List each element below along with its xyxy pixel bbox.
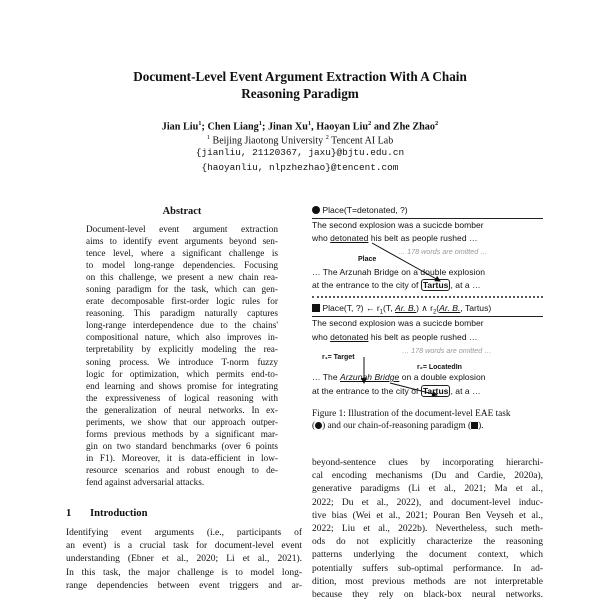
rule-text: Place(T, ?) ← r bbox=[322, 303, 380, 313]
doc-line bbox=[312, 372, 486, 382]
divider bbox=[312, 316, 543, 317]
text-span: on a double explosion bbox=[399, 372, 486, 382]
author-affil-mark: 1 bbox=[198, 120, 202, 127]
text-line: because they rely on black-box neural networks. bbox=[312, 590, 543, 601]
author-affil-mark: 2 bbox=[434, 120, 439, 127]
text-line: tive bias (Wei et al., 2021; Pouran Ben Veyseh et al., bbox=[312, 510, 543, 521]
text-span: his belt as people rushed … bbox=[368, 233, 478, 243]
text-line: potentially suffers sub-optimal performance. In ad- bbox=[312, 563, 543, 574]
text-line: resource scenarios and robust enough to de- bbox=[86, 465, 278, 476]
text-span: ( bbox=[312, 421, 316, 431]
doc-line bbox=[312, 332, 478, 342]
text-line: in F1). Moreover, it is data-efficient in low- bbox=[86, 453, 278, 464]
text-line: 2022; Liu et al., 2022b). Nevertheless, such meth- bbox=[312, 524, 543, 535]
rule-text: ) ∧ r bbox=[416, 303, 433, 313]
text-line: range dependencies between event triggers and ar- bbox=[66, 580, 302, 591]
text-line: Identifying event arguments (i.e., participants of bbox=[66, 528, 302, 538]
text-line: soning process. We introduce T-norm fuzzy bbox=[86, 357, 278, 368]
text-line: periments, we show that our approach outper- bbox=[86, 417, 278, 428]
argument-box: Tartus bbox=[422, 386, 449, 396]
intro-paragraph bbox=[66, 527, 302, 593]
rule-entity: Ar. B. bbox=[394, 303, 417, 313]
author-affil-mark: 2 bbox=[368, 120, 372, 127]
author-affil-mark: 1 bbox=[307, 120, 312, 127]
panel-separator bbox=[312, 296, 543, 298]
text-span: who bbox=[312, 332, 331, 342]
section-heading bbox=[66, 508, 148, 519]
query-text: Place(T=detonated, ?) bbox=[322, 205, 408, 215]
text-span: , at a … bbox=[450, 280, 481, 290]
text-line: dition, most previous methods are not interpretable bbox=[312, 576, 543, 587]
affil-mark: 1 bbox=[206, 134, 211, 141]
doc-line: The second explosion was a sucicde bomber bbox=[312, 220, 484, 230]
text-line: the expressiveness of logical reasoning with bbox=[86, 393, 278, 404]
text-line: long-range interdependence due to the chains' bbox=[86, 321, 278, 332]
omitted-note: … 178 words are omitted … bbox=[398, 247, 488, 256]
rule-entity: Ar. B. bbox=[439, 303, 461, 313]
bridging-entity: Arzunah Bridge bbox=[340, 372, 400, 382]
text-line: Document-level event argument extraction bbox=[86, 225, 278, 235]
affiliation-1: Beijing Jiaotong University bbox=[212, 135, 324, 147]
arrow-label-place: Place bbox=[358, 256, 377, 263]
author-name: Jian Liu bbox=[161, 121, 199, 133]
doc-line bbox=[312, 386, 481, 396]
abstract-body bbox=[86, 224, 278, 489]
text-line: on this challenge, we present a new chain rea- bbox=[86, 273, 278, 284]
argument-box: Tartus bbox=[422, 280, 449, 290]
affiliation-2: Tencent AI Lab bbox=[331, 135, 394, 147]
text-line: the generalization of neural networks. In ex- bbox=[86, 405, 278, 416]
caption-line bbox=[312, 420, 543, 432]
author-name: Chen Liang bbox=[207, 121, 259, 133]
author-name: Haoyan Liu bbox=[316, 121, 369, 133]
text-span: at the entrance to the city of bbox=[312, 386, 421, 396]
text-span: , at a … bbox=[450, 386, 481, 396]
abstract-heading: Abstract bbox=[162, 206, 202, 217]
arrow-label-target: r₁= Target bbox=[322, 354, 355, 361]
figure-bottom-header bbox=[312, 303, 491, 316]
section-number: 1 bbox=[66, 508, 72, 519]
text-span: ). bbox=[478, 421, 484, 431]
event-trigger: detonated bbox=[330, 233, 369, 243]
title-line-1: Document-Level Event Argument Extraction With A Chain bbox=[133, 69, 467, 84]
text-line: compositional nature, which also improves in- bbox=[86, 333, 278, 344]
text-span: who bbox=[312, 233, 331, 243]
text-line: patterns underlying the document context, which bbox=[312, 550, 543, 561]
place-arrow bbox=[372, 243, 440, 281]
text-span: his belt as people rushed … bbox=[368, 332, 478, 342]
author-name: Jinan Xu bbox=[267, 121, 308, 133]
filled-square-icon bbox=[471, 422, 478, 429]
author-affil-mark: 1 bbox=[258, 120, 262, 127]
right-column-paragraph bbox=[312, 457, 543, 602]
section-title: Introduction bbox=[90, 508, 148, 519]
affiliations bbox=[60, 131, 540, 147]
text-line: reasoning. This paradigm naturally captures bbox=[86, 309, 278, 320]
text-line: erate decomposable first-order logic rules for bbox=[86, 297, 278, 308]
text-line: to model long-range dependencies. Focusing bbox=[86, 261, 278, 272]
doc-line: … The Arzunah Bridge on a double explosion bbox=[312, 267, 486, 277]
text-line: generative paradigms (Li et al., 2021; Ma et al., bbox=[312, 484, 543, 495]
title-line-2: Reasoning Paradigm bbox=[241, 86, 359, 101]
text-span: ) and our chain-of-reasoning paradigm ( bbox=[322, 421, 472, 431]
text-line: fend against adversarial attacks. bbox=[86, 477, 205, 488]
rule-text: (T, bbox=[383, 303, 395, 313]
text-line: an event) is a crucial task for document-level event bbox=[66, 541, 302, 552]
text-line: gin on two standard benchmarks (over 6 points bbox=[86, 441, 278, 452]
text-line: terpretability by explicitly modeling the rea- bbox=[86, 345, 278, 356]
text-line: ods do not explicitly characterize the reasoning bbox=[312, 537, 543, 548]
rule-subscript: 2 bbox=[432, 309, 437, 316]
arrow-label-locatedin: r₂= LocatedIn bbox=[417, 364, 462, 371]
omitted-note: … 178 words are omitted … bbox=[402, 346, 492, 355]
doc-line: The second explosion was a sucicde bomber bbox=[312, 318, 484, 328]
rule-text: ( bbox=[436, 303, 440, 313]
text-line: soning paradigm for the task, which can gen- bbox=[86, 285, 278, 296]
text-line: cal encoding mechanisms (Du and Cardie, 2020a), bbox=[312, 471, 543, 482]
author-name: Zhe Zhao bbox=[392, 121, 435, 133]
text-line: tence level, where a significant challenge is bbox=[86, 249, 278, 260]
text-line: forms previous methods by a significant mar- bbox=[86, 429, 278, 440]
rule-text: , Tartus) bbox=[460, 303, 492, 313]
figure-caption bbox=[312, 408, 543, 432]
text-line: beyond-sentence clues by incorporating hierarchi- bbox=[312, 458, 543, 468]
figure-1 bbox=[312, 205, 543, 401]
caption-line: Figure 1: Illustration of the document-level EAE task bbox=[312, 409, 511, 419]
text-span: … The bbox=[312, 372, 341, 382]
author-list: Jian Liu$^1$; Chen Liang$^1$; Jinan Xu$^1$, Haoyan Liu$^2$ and Zhe Zhao$^2$ bbox=[161, 120, 439, 133]
paper-title bbox=[60, 68, 540, 102]
text-line: logic for optimization, which permits end-to- bbox=[86, 369, 278, 380]
text-line: understanding (Ebner et al., 2020; Li et al., 2021). bbox=[66, 554, 302, 565]
event-trigger: detonated bbox=[330, 332, 369, 342]
filled-square-icon bbox=[312, 304, 320, 312]
text-span: at the entrance to the city of bbox=[312, 280, 421, 290]
text-line: aims to identify event arguments beyond sen- bbox=[86, 237, 278, 248]
rule-subscript: 1 bbox=[379, 309, 384, 316]
email-line-1: {jianliu, 21120367, jaxu}@bjtu.edu.cn bbox=[195, 147, 405, 158]
text-line: end learning and shows promise for integrating bbox=[86, 381, 278, 392]
email-line-2: {haoyanliu, nlpzhezhao}@tencent.com bbox=[201, 162, 399, 173]
text-line: In this task, the major challenge is to model long- bbox=[66, 567, 302, 578]
text-line: 2022; Du et al., 2022), and document-level induc- bbox=[312, 497, 543, 508]
affil-mark: 2 bbox=[325, 134, 329, 141]
